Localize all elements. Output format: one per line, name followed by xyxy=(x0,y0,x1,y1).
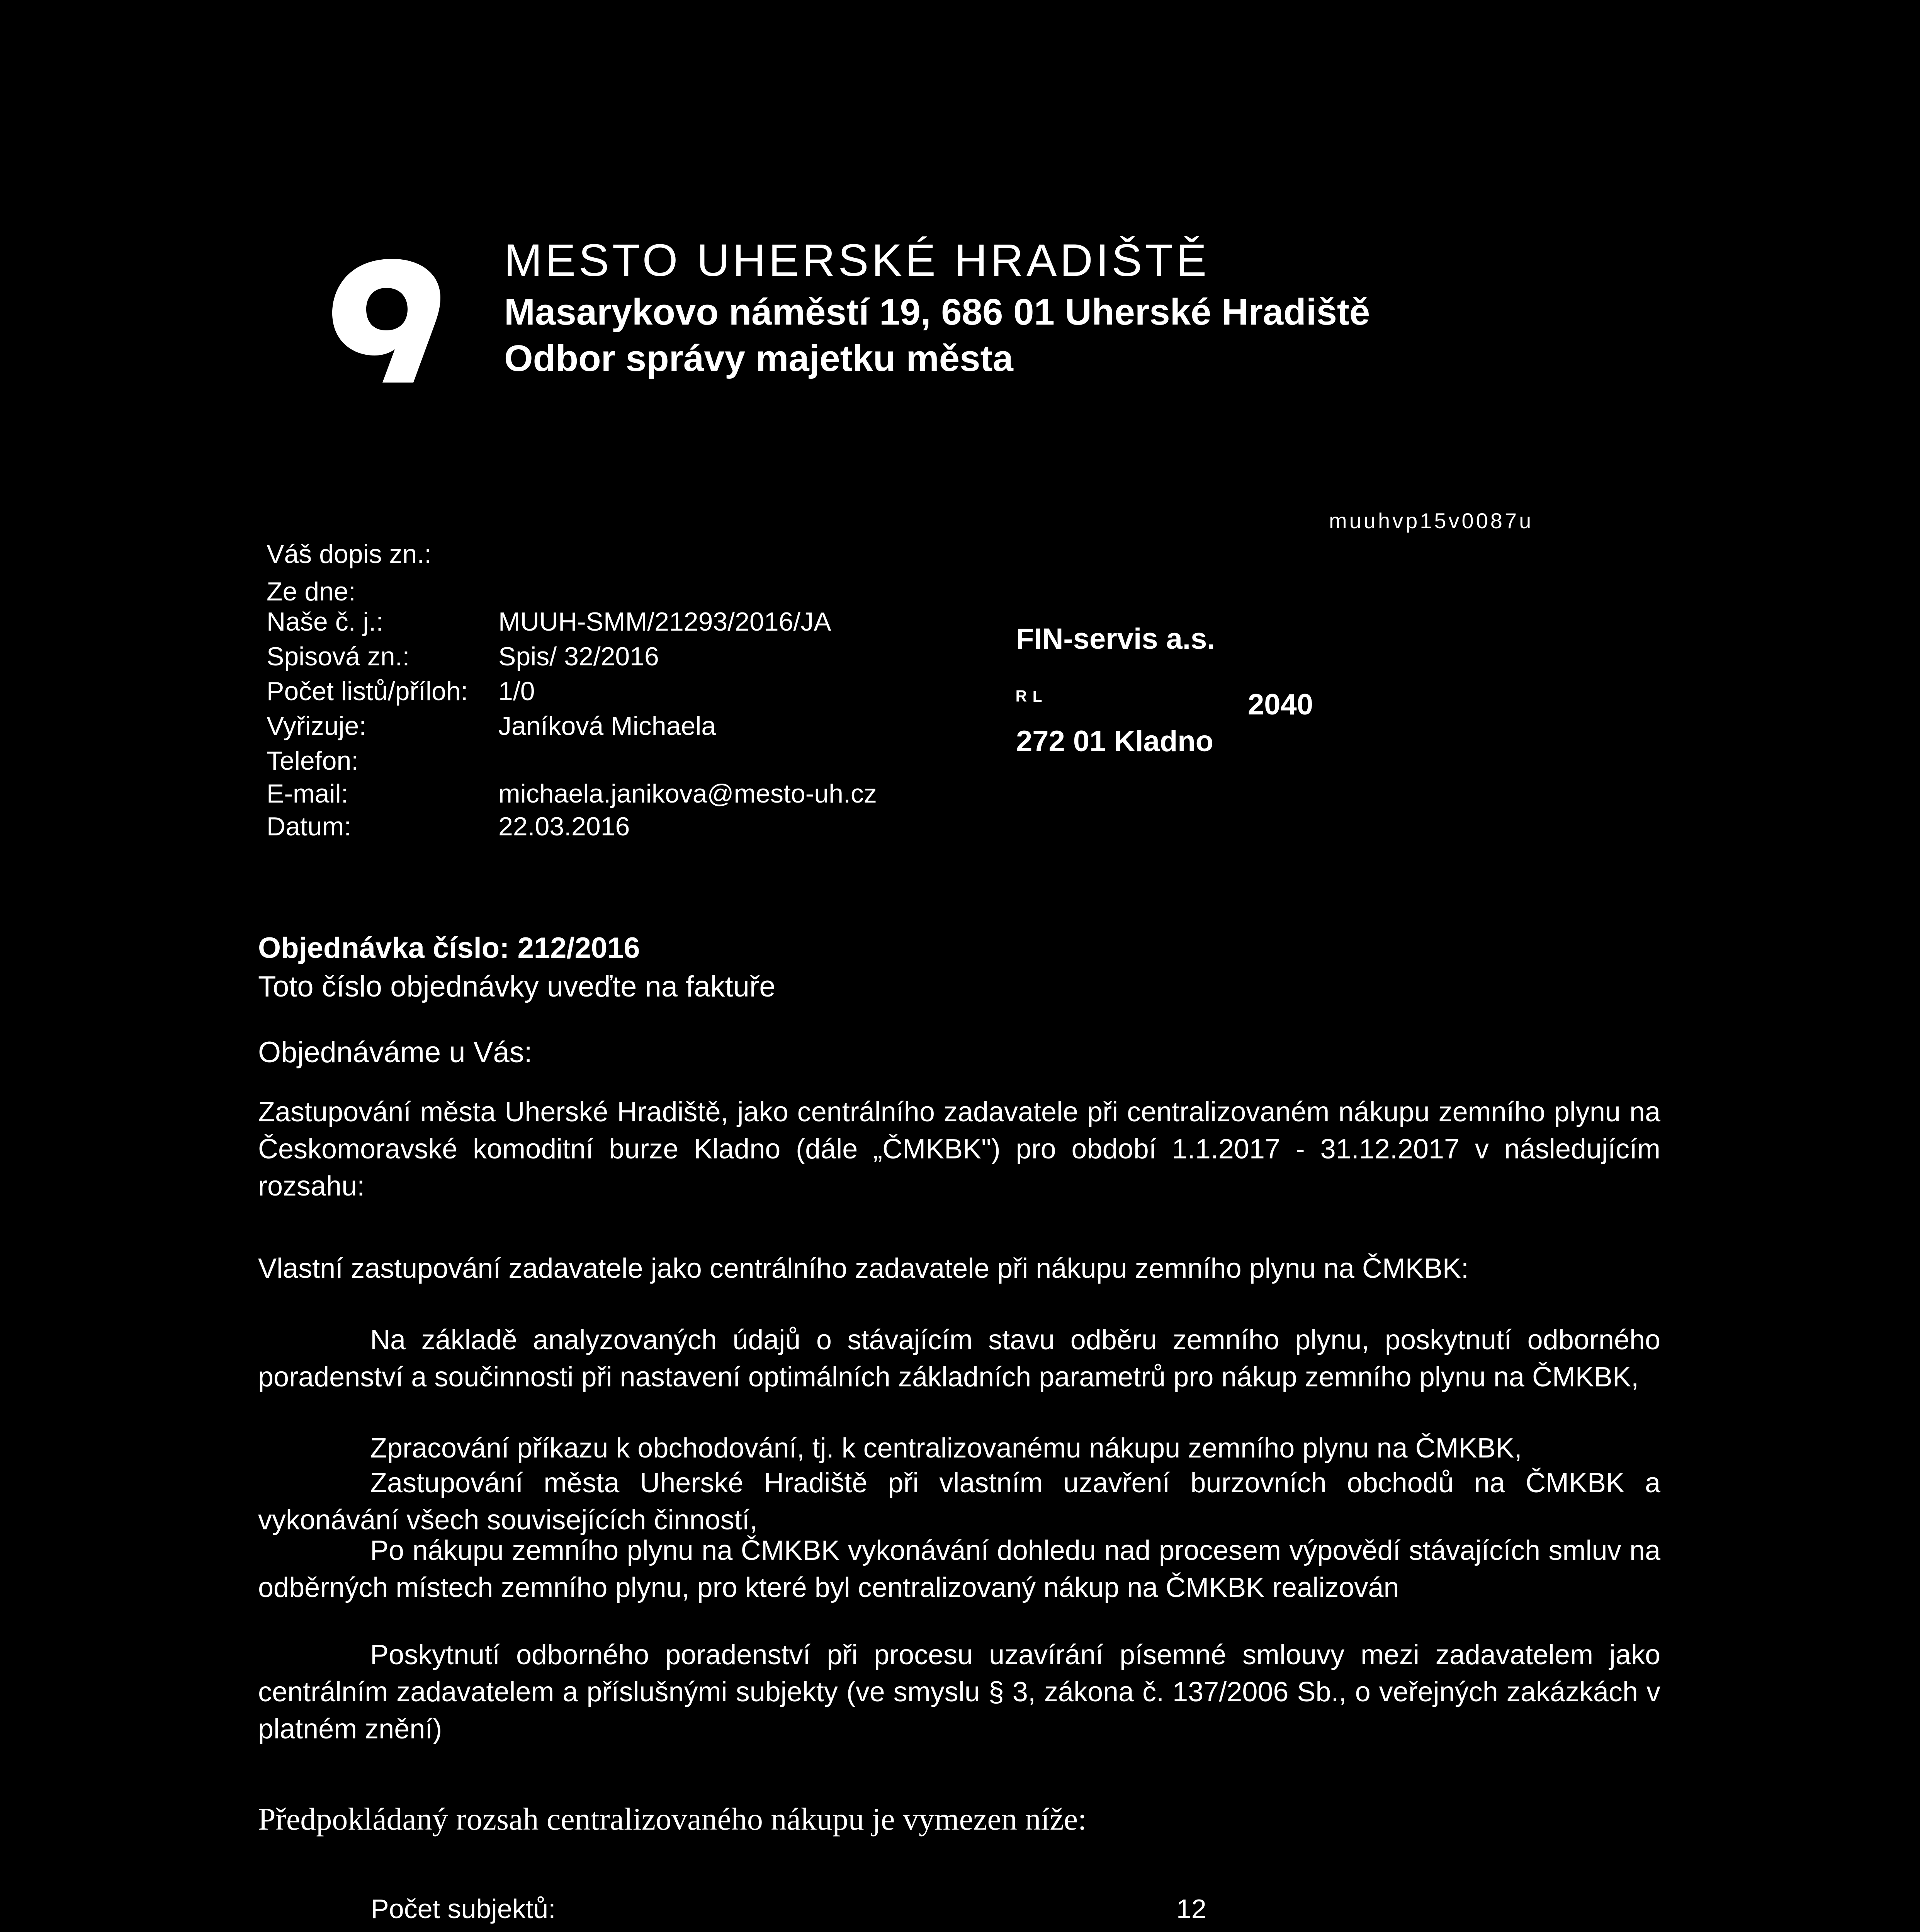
department-name: Odbor správy majetku města xyxy=(504,338,1013,379)
meta-label-handled-by: Vyřizuje: xyxy=(267,711,367,741)
recipient-street-number: 2040 xyxy=(1248,688,1313,721)
city-address: Masarykovo náměstí 19, 686 01 Uherské Hradiště xyxy=(504,291,1370,333)
subjects-label: Počet subjektů: xyxy=(371,1894,556,1924)
meta-value-date: 22.03.2016 xyxy=(498,812,630,841)
intro-paragraph: Zastupování města Uherské Hradiště, jako centrálního zadavatele při centralizovaném nákupu zemního plynu na Českomoravské komoditní burze Kladno (dále „ČMKBK") pro období 1.1.2017 - 31.12.2017 v následujícím rozsahu: xyxy=(258,1097,1660,1202)
meta-label-date: Datum: xyxy=(267,812,352,841)
recipient-city: 272 01 Kladno xyxy=(1016,725,1214,758)
subjects-value: 12 xyxy=(1176,1894,1206,1924)
meta-value-file-ref: Spis/ 32/2016 xyxy=(498,642,659,671)
scope-heading: Vlastní zastupování zadavatele jako centrálního zadavatele při nákupu zemního plynu na ČMKBK: xyxy=(258,1253,1469,1284)
service-item-3: Zastupování města Uherské Hradiště při vlastním uzavření burzovních obchodů na ČMKBK a vykonávání všech souvisejících činností, xyxy=(258,1468,1660,1536)
meta-label-date-from: Ze dne: xyxy=(267,577,356,606)
service-item-5: Poskytnutí odborného poradenství při procesu uzavírání písemné smlouvy mezi zadavatelem jako centrálním zadavatelem a příslušnými subjekty (ve smyslu § 3, zákona č. 137/2006 Sb., o veřejných zakázkách v platném znění) xyxy=(258,1639,1660,1745)
service-item-4: Po nákupu zemního plynu na ČMKBK vykonávání dohledu nad procesem výpovědí stávajících smluv na odběrných místech zemního plynu, pro které byl centralizovaný nákup na ČMKBK realizován xyxy=(258,1535,1660,1603)
meta-value-email: michaela.janikova@mesto-uh.cz xyxy=(498,779,877,808)
meta-value-sheets: 1/0 xyxy=(498,677,535,706)
order-note: Toto číslo objednávky uveďte na faktuře xyxy=(258,970,776,1003)
meta-label-file-ref: Spisová zn.: xyxy=(267,642,410,671)
meta-label-your-letter: Váš dopis zn.: xyxy=(267,539,432,569)
meta-label-our-ref: Naše č. j.: xyxy=(267,607,384,636)
recipient-street-fragment: ᴿ ᴸ xyxy=(1016,686,1042,712)
meta-label-email: E-mail: xyxy=(267,779,348,808)
city-name: MESTO UHERSKÉ HRADIŠTĚ xyxy=(504,235,1210,286)
meta-value-handled-by: Janíková Michaela xyxy=(498,711,716,741)
order-title: Objednávka číslo: 212/2016 xyxy=(258,932,640,964)
service-item-1: Na základě analyzovaných údajů o stávajícím stavu odběru zemního plynu, poskytnutí odborného poradenství a součinnosti při nastavení optimálních základních parametrů pro nákup zemního plynu na ČMKBK, xyxy=(258,1325,1660,1393)
service-item-2: Zpracování příkazu k obchodování, tj. k centralizovanému nákupu zemního plynu na ČMKBK, xyxy=(370,1433,1522,1464)
city-logo-icon xyxy=(325,251,448,390)
meta-label-phone: Telefon: xyxy=(267,746,359,776)
order-lead: Objednáváme u Vás: xyxy=(258,1036,532,1069)
purchase-scope-heading: Předpokládaný rozsah centralizovaného nákupu je vymezen níže: xyxy=(258,1801,1087,1837)
document-barcode-ref: muuhvp15v0087u xyxy=(1329,509,1534,533)
recipient-name: FIN-servis a.s. xyxy=(1016,622,1215,655)
meta-label-sheets: Počet listů/příloh: xyxy=(267,677,468,706)
meta-value-our-ref: MUUH-SMM/21293/2016/JA xyxy=(498,607,831,636)
